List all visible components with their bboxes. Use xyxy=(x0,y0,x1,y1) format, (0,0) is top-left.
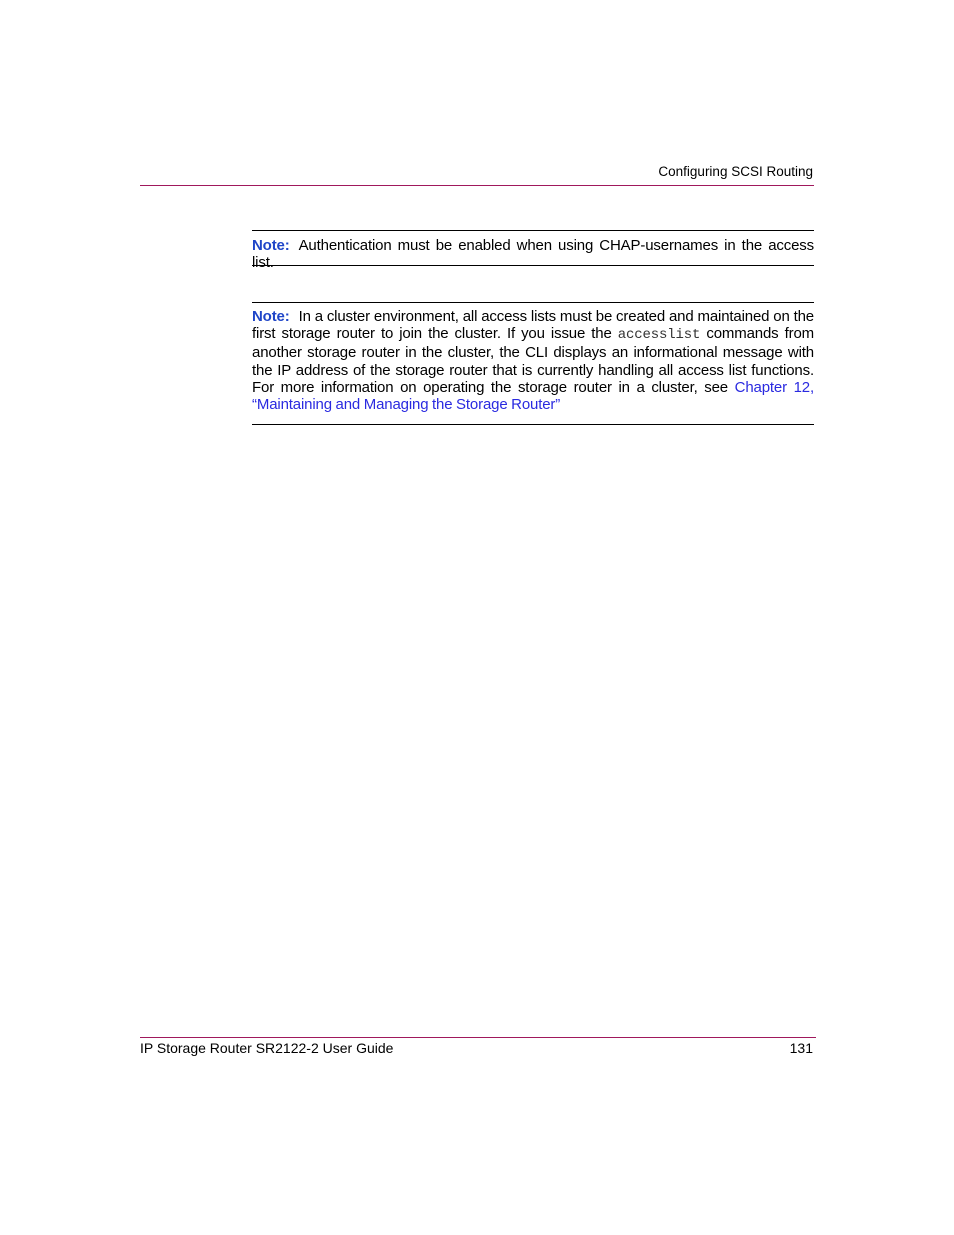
note-body xyxy=(252,237,814,271)
note-authentication xyxy=(252,230,814,272)
note-cluster-access-lists xyxy=(252,302,814,425)
note-text: Authentication must be enabled when using CHAP-usernames in the access list. xyxy=(252,237,814,272)
footer-rule xyxy=(140,1037,816,1038)
note-text-part-1: In a cluster environment, all access lists must be created and maintained on the first storage router to join the cluster. If you issue the xyxy=(252,308,814,343)
note-label: Note: xyxy=(252,237,290,254)
running-header-title: Configuring SCSI Routing xyxy=(658,164,813,179)
note-text-part-2: commands from another storage router in the cluster, the CLI displays an informational message with the IP address of the storage router that is currently handling all access list functions. For more information on operating the storage router in a cluster, see xyxy=(252,325,814,396)
header-rule xyxy=(140,185,814,186)
note-label: Note: xyxy=(252,308,290,325)
page-number: 131 xyxy=(789,1040,813,1056)
command-code: accesslist xyxy=(617,327,701,344)
footer-document-title: IP Storage Router SR2122-2 User Guide xyxy=(140,1040,394,1056)
chapter-12-link[interactable]: Chapter 12, “Maintaining and Managing the Storage Router” xyxy=(252,378,814,414)
note-body xyxy=(252,308,814,413)
